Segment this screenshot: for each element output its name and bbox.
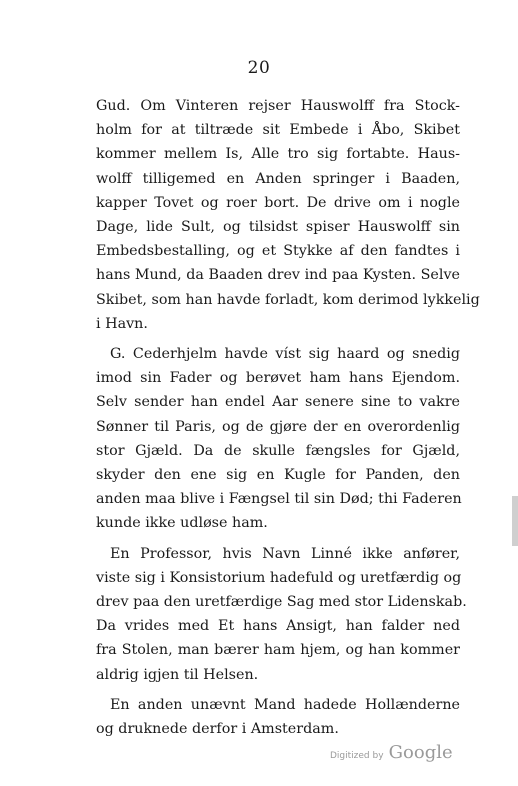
text-line: skyder den ene sig en Kugle for Panden, den: [96, 467, 460, 484]
text-line: stor Gjæld. Da de skulle fængsles for Gjæld,: [96, 442, 460, 459]
text-line: imod sin Fader og berøvet ham hans Ejendom.: [96, 370, 460, 387]
paragraph-hollaenderne: [96, 693, 460, 741]
text-line: og druknede derfor i Amsterdam.: [96, 721, 339, 738]
paragraph-cederhjelm: [96, 342, 460, 536]
text-line: fra Stolen, man bærer ham hjem, og han kommer: [96, 642, 460, 659]
digitized-watermark: [330, 742, 453, 763]
text-line: Da vrides med Et hans Ansigt, han falder ned: [96, 618, 460, 635]
text-line: aldrig igjen til Helsen.: [96, 666, 259, 683]
text-line: drev paa den uretfærdige Sag med stor Lidenskab.: [96, 594, 467, 611]
text-line: G. Cederhjelm havde víst sig haard og snedig: [110, 346, 460, 363]
text-line: Skibet, som han havde forladt, kom derimod lykkelig: [96, 291, 480, 308]
watermark-logo: Google: [388, 742, 453, 763]
text-line: kunde ikke udløse ham.: [96, 515, 268, 532]
text-line: Dage, lide Sult, og tilsidst spiser Hauswolff sin: [96, 219, 460, 236]
text-line: kommer mellem Is, Alle tro sig fortabte. Haus-: [96, 146, 460, 163]
text-line: Embedsbestalling, og et Stykke af den fandtes i: [96, 243, 460, 260]
page-number: 20: [247, 58, 271, 78]
text-line: anden maa blive i Fængsel til sin Død; thi Faderen: [96, 491, 462, 508]
text-line: viste sig i Konsistorium hadefuld og uretfærdig og: [96, 569, 462, 586]
watermark-prefix: Digitized by: [330, 751, 384, 761]
text-line: holm for at tiltræde sit Embede i Åbo, Skibet: [96, 122, 460, 139]
paragraph-professor: [96, 542, 467, 687]
text-line: kapper Tovet og roer bort. De drive om i nogle: [96, 194, 460, 211]
body-text: [96, 94, 480, 741]
text-line: Selv sender han endel Aar senere sine to vakre: [96, 394, 460, 411]
text-line: En anden unævnt Mand hadede Hollænderne: [110, 696, 460, 713]
text-line: wolff tilligemed en Anden springer i Baaden,: [96, 170, 460, 187]
text-line: Gud. Om Vinteren rejser Hauswolff fra Stock-: [96, 98, 460, 114]
text-line: En Professor, hvis Navn Linné ikke anfører,: [110, 545, 460, 562]
text-line: i Havn.: [96, 315, 148, 332]
text-line: Sønner til Paris, og de gjøre der en overordenlig: [96, 418, 460, 435]
paragraph-hauswolff: [96, 94, 480, 336]
text-line: hans Mund, da Baaden drev ind paa Kysten. Selve: [96, 267, 460, 284]
page-edge-shadow: [512, 496, 518, 546]
